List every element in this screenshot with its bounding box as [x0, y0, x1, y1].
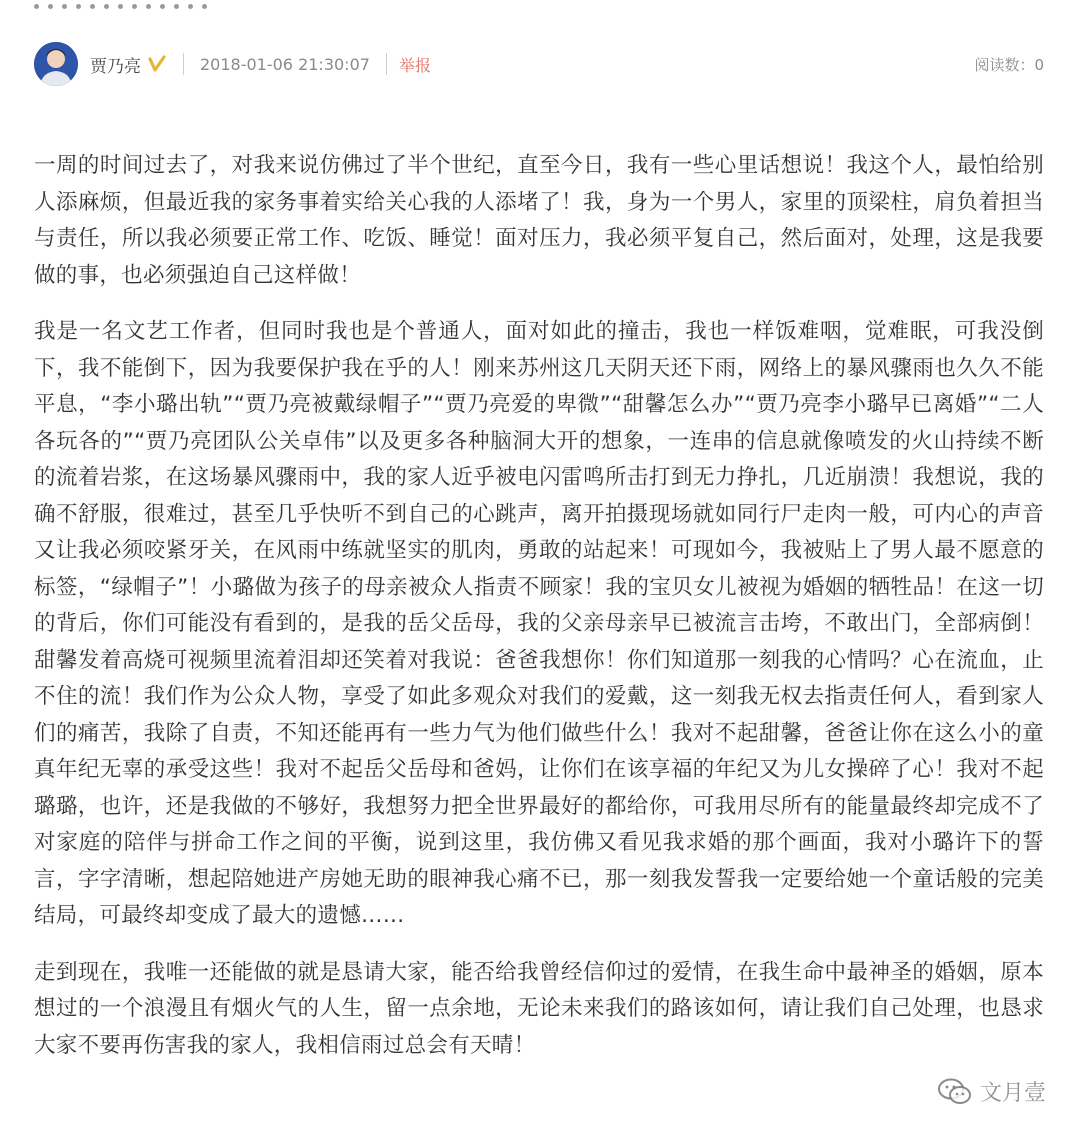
- avatar[interactable]: [34, 42, 78, 86]
- post-body: [34, 148, 1044, 1064]
- watermark-text: 文月壹: [979, 1081, 1046, 1106]
- divider: [183, 53, 184, 75]
- watermark: [938, 1076, 1046, 1107]
- read-count: 阅读数：0: [974, 55, 1044, 74]
- paragraph: 我是一名文艺工作者，但同时我也是个普通人，面对如此的撞击，我也一样饭难咽，觉难眠，可我没倒下，我不能倒下，因为我要保护我在乎的人！刚来苏州这几天阴天还下雨，网络上的暴风骤雨也久久不能平息，“李小璐出轨”“贾乃亮被戴绿帽子”“贾乃亮爱的卑微”“甜馨怎么办”“贾乃亮李小璐早已离婚”“二人各玩各的”“贾乃亮团队公关卓伟”以及更多各种脑洞大开的想象，一连串的信息就像喷发的火山持续不断的流着岩浆，在这场暴风骤雨中，我的家人近乎被电闪雷鸣所击打到无力挣扎，几近崩溃！我想说，我的确不舒服，很难过，甚至几乎快听不到自己的心跳声，离开拍摄现场就如同行尸走肉一般，可内心的声音又让我必须咬紧牙关，在风雨中练就坚实的肌肉，勇敢的站起来！可现如今，我被贴上了男人最不愿意的标签，“绿帽子”！小璐做为孩子的母亲被众人指责不顾家！我的宝贝女儿被视为婚姻的牺牲品！在这一切的背后，你们可能没有看到的，是我的岳父岳母，我的父亲母亲早已被流言击垮，不敢出门，全部病倒！甜馨发着高烧可视频里流着泪却还笑着对我说：爸爸我想你！你们知道那一刻我的心情吗？心在流血，止不住的流！我们作为公众人物，享受了如此多观众对我们的爱戴，这一刻我无权去指责任何人，看到家人们的痛苦，我除了自责，不知还能再有一些力气为他们做些什么！我对不起甜馨，爸爸让你在这么小的童真年纪无辜的承受这些！我对不起岳父岳母和爸妈，让你们在该享福的年纪又为儿女操碎了心！我对不起璐璐，也许，还是我做的不够好，我想努力把全世界最好的都给你，可我用尽所有的能量最终却完成不了对家庭的陪伴与拼命工作之间的平衡，说到这里，我仿佛又看见我求婚的那个画面，我对小璐许下的誓言，字字清晰，想起陪她进产房她无助的眼神我心痛不已，那一刻我发誓我一定要给她一个童话般的完美结局，可最终却变成了最大的遗憾……: [34, 319, 1044, 928]
- report-link[interactable]: 举报: [398, 55, 431, 75]
- author-name[interactable]: 贾乃亮: [90, 56, 141, 77]
- post-header: [34, 40, 1044, 88]
- paragraph: 走到现在，我唯一还能做的就是恳请大家，能否给我曾经信仰过的爱情，在我生命中最神圣的婚姻，原本想过的一个浪漫且有烟火气的人生，留一点余地，无论未来我们的路该如何，请让我们自己处理，也恳求大家不要再伤害我的家人，我相信雨过总会有天晴！: [34, 959, 1044, 1058]
- divider: [386, 53, 387, 75]
- post-timestamp: 2018-01-06 21:30:07: [200, 54, 370, 74]
- verified-badge-icon: [147, 54, 167, 74]
- wechat-icon: [938, 1078, 972, 1106]
- paragraph: 一周的时间过去了，对我来说仿佛过了半个世纪，直至今日，我有一些心里话想说！我这个人，最怕给别人添麻烦，但最近我的家务事着实给关心我的人添堵了！我，身为一个男人，家里的顶梁柱，肩负着担当与责任，所以我必须要正常工作、吃饭、睡觉！面对压力，我必须平复自己，然后面对，处理，这是我要做的事，也必须强迫自己这样做！: [34, 153, 1044, 288]
- status-dots: [34, 4, 207, 9]
